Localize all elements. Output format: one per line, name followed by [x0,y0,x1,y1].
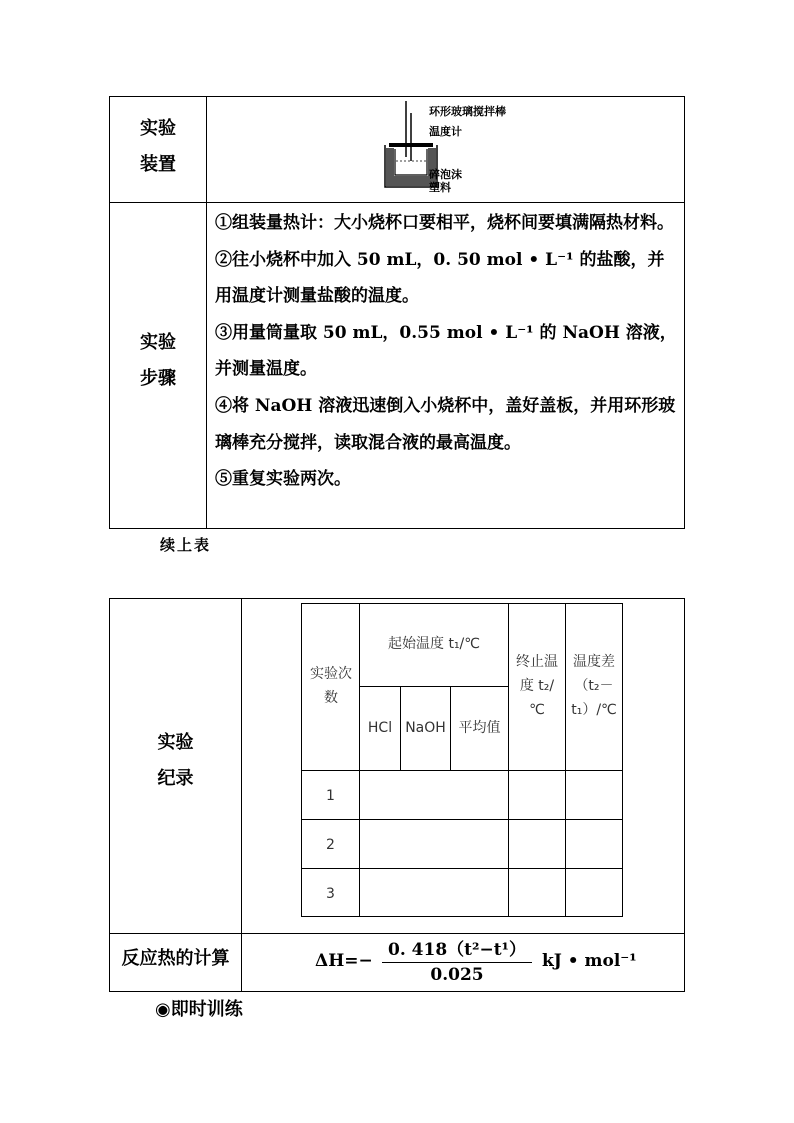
step-item: ②往小烧杯中加入 50 mL，0. 50 mol • L⁻¹ 的盐酸，并用温度计测量盐酸的温度。 [215,249,665,307]
steps-list [215,205,681,498]
label-stirrer: 环形玻璃搅拌棒 [429,105,506,118]
reaction-heat-formula [250,935,680,991]
record-label [110,725,241,797]
table-divider [206,97,207,528]
formula-denominator: 0.025 [430,965,484,985]
step-item: ④将 NaOH 溶液迅速倒入小烧杯中，盖好盖板，并用环形玻璃棒充分搅拌，读取混合液的最高温度。 [215,395,676,453]
record-label-line: 实验 [157,732,194,753]
formula-numerator: 0. 418（t²−t¹） [388,940,526,960]
device-label-line: 实验 [140,118,176,139]
label-foam: 碎泡沫 [429,168,462,181]
steps-label-line: 步骤 [140,368,176,389]
section-heading: ◉即时训练 [155,999,243,1020]
row-number: 2 [326,837,335,853]
header-trial: 实验次数 [310,666,352,706]
experiment-table [109,96,685,529]
header-end-temp: 终止温度 t₂/℃ [516,654,558,718]
header-start-temp: 起始温度 t₁/℃ [388,636,480,652]
record-label-line: 纪录 [157,768,194,789]
label-foam-2: 塑料 [429,181,451,194]
fraction-bar [382,962,532,963]
row-number: 1 [326,788,335,804]
header-naoh: NaOH [405,720,446,736]
step-item: ⑤重复实验两次。 [215,469,351,490]
formula-lhs: ΔH=− [315,951,373,971]
formula-unit: kJ • mol⁻¹ [542,951,637,971]
header-avg: 平均值 [458,720,501,736]
steps-label [110,325,206,397]
table-divider [110,202,684,203]
table-caption: 续上表 [160,536,212,554]
table-divider [110,933,684,934]
device-label-line: 装置 [140,154,176,175]
step-item: ③用量筒量取 50 mL，0.55 mol • L⁻¹ 的 NaOH 溶液，并测量温度。 [215,322,677,380]
header-temp-diff: 温度差（t₂－t₁）/℃ [571,654,617,718]
calc-label: 反应热的计算 [121,948,230,969]
record-grid [301,603,623,917]
record-table [109,598,685,992]
header-hcl: HCl [367,720,393,736]
steps-label-line: 实验 [140,332,176,353]
device-label [110,111,206,183]
step-item: ①组装量热计：大小烧杯口要相平，烧杯间要填满隔热材料。 [215,213,674,233]
label-thermometer: 温度计 [429,125,462,138]
row-number: 3 [326,886,335,902]
